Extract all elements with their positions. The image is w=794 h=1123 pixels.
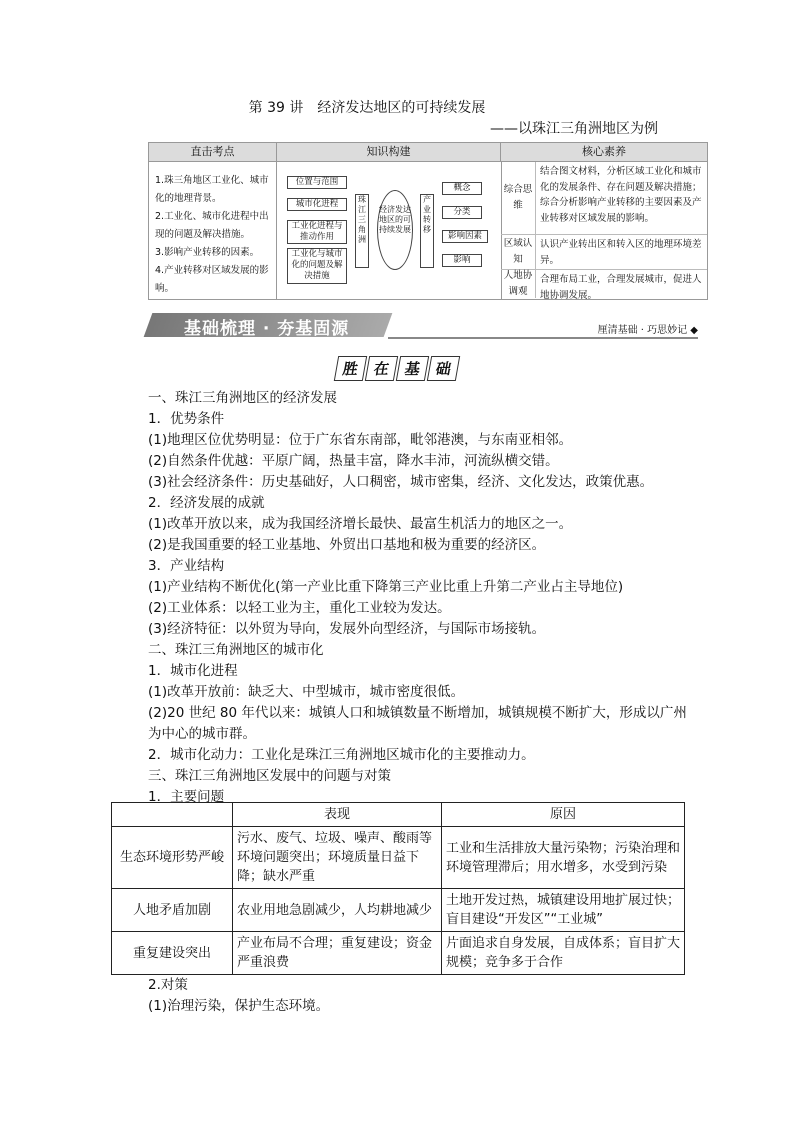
exam-point: 1.珠三角地区工业化、城市化的地理背景。 [155, 175, 269, 204]
map-box: 影响 [442, 254, 482, 267]
content-body [148, 388, 688, 808]
map-box: 分类 [442, 206, 482, 219]
banner-title: 基础梳理 · 夯基固源 [184, 319, 350, 339]
map-box: 影响因素 [442, 230, 488, 243]
map-box: 概念 [442, 182, 482, 195]
table-row: 人地矛盾加剧 农业用地急剧减少，人均耕地减少 土地开发过热，城镇建设用地扩展过快；盲目建设“开发区”“工业城” [112, 889, 685, 932]
line: (1)改革开放以来，成为我国经济增长最快、最富生机活力的地区之一。 [148, 516, 573, 532]
map-box-region: 珠江三角洲 [355, 194, 369, 268]
exam-point: 4.产业转移对区域发展的影响。 [155, 265, 269, 294]
line: (3)经济特征：以外贸为导向，发展外向型经济，与国际市场接轨。 [148, 621, 546, 637]
exam-point: 2.工业化、城市化进程中出现的问题及解决措施。 [155, 211, 269, 240]
literacy-text: 认识产业转出区和转入区的地理环境差异。 [540, 239, 702, 266]
map-box: 城市化进程 [287, 198, 347, 211]
line: (2)20 世纪 80 年代以来：城镇人口和城镇数量不断增加，城镇规模不断扩大，形成以广州为中心的城市群。 [148, 705, 687, 742]
subheading: 3．产业结构 [148, 558, 225, 574]
countermeasures [148, 975, 329, 1017]
subheading: 1．优势条件 [148, 411, 225, 427]
banner-subtitle: 厘清基础 · 巧思妙记 ◆ [597, 325, 698, 336]
line: (1)治理污染，保护生态环境。 [148, 998, 330, 1014]
overview-header-points: 直击考点 [149, 143, 277, 162]
subheading: 1．城市化进程 [148, 663, 238, 679]
table-header: 表现 原因 [112, 803, 685, 827]
literacy-row [501, 235, 707, 270]
line: (1)改革开放前：缺乏大、中型城市，城市密度很低。 [148, 684, 465, 700]
section-heading: 胜 在 基 础 [0, 356, 794, 381]
subheading: 1．主要问题 [148, 789, 225, 805]
map-box: 工业化与城市化的问题及解决措施 [287, 248, 347, 284]
map-box-transfer: 产业转移 [420, 194, 434, 268]
heading: 二、珠江三角洲地区的城市化 [148, 642, 324, 658]
line: (2)工业体系：以轻工业为主，重化工业较为发达。 [148, 600, 451, 616]
page-title: 第 39 讲 经济发达地区的可持续发展 [248, 100, 486, 116]
line: (2)自然条件优越：平原广阔，热量丰富，降水丰沛，河流纵横交错。 [148, 453, 559, 469]
literacy-tag: 综合思维 [501, 162, 536, 234]
page-subtitle: ——以珠江三角洲地区为例 [490, 121, 658, 137]
line: (1)产业结构不断优化(第一产业比重下降第三产业比重上升第二产业占主导地位) [148, 579, 624, 595]
map-box: 位置与范围 [287, 176, 347, 189]
overview-table [148, 142, 708, 300]
literacy-text: 结合图文材料，分析区域工业化和城市化的发展条件、存在问题及解决措施；综合分析影响产业转移的主要因素及产业转移对区域发展的影响。 [540, 166, 702, 224]
table-row: 重复建设突出 产业布局不合理；重复建设；资金严重浪费 片面追求自身发展，自成体系；盲目扩大规模；竞争多于合作 [112, 932, 685, 975]
line: (1)地理区位优势明显：位于广东省东南部，毗邻港澳，与东南亚相邻。 [148, 432, 573, 448]
exam-point: 3.影响产业转移的因素。 [155, 247, 260, 258]
subheading: 2.对策 [148, 977, 188, 993]
overview-header-literacy: 核心素养 [501, 143, 707, 162]
literacy-tag: 区域认知 [501, 235, 536, 269]
section-banner [148, 311, 708, 339]
literacy-row [501, 162, 707, 235]
literacy-text: 合理布局工业，合理发展城市，促进人地协调发展。 [540, 274, 702, 301]
literacy-row [501, 270, 707, 301]
line: (3)社会经济条件：历史基础好，人口稠密，城市密集，经济、文化发达，政策优惠。 [148, 474, 654, 490]
line: (2)是我国重要的轻工业基地、外贸出口基地和极为重要的经济区。 [148, 537, 546, 553]
core-literacy [501, 162, 707, 299]
heading: 三、珠江三角洲地区发展中的问题与对策 [148, 768, 391, 784]
overview-header-map: 知识构建 [277, 143, 501, 162]
knowledge-map [277, 162, 502, 299]
table-row: 生态环境形势严峻 污水、废气、垃圾、噪声、酸雨等环境问题突出；环境质量日益下降；缺水严重 工业和生活排放大量污染物；污染治理和环境管理滞后；用水增多，水受到污染 [112, 827, 685, 889]
map-center-ellipse: 经济发达地区的可持续发展 [377, 190, 413, 270]
heading: 一、珠江三角洲地区的经济发展 [148, 390, 337, 406]
line: 2．城市化动力：工业化是珠江三角洲地区城市化的主要推动力。 [148, 747, 535, 763]
literacy-tag: 人地协调观 [501, 270, 536, 298]
problems-table [111, 802, 685, 975]
exam-points [149, 162, 277, 299]
subheading: 2．经济发展的成就 [148, 495, 265, 511]
map-box: 工业化进程与推动作用 [287, 220, 347, 244]
